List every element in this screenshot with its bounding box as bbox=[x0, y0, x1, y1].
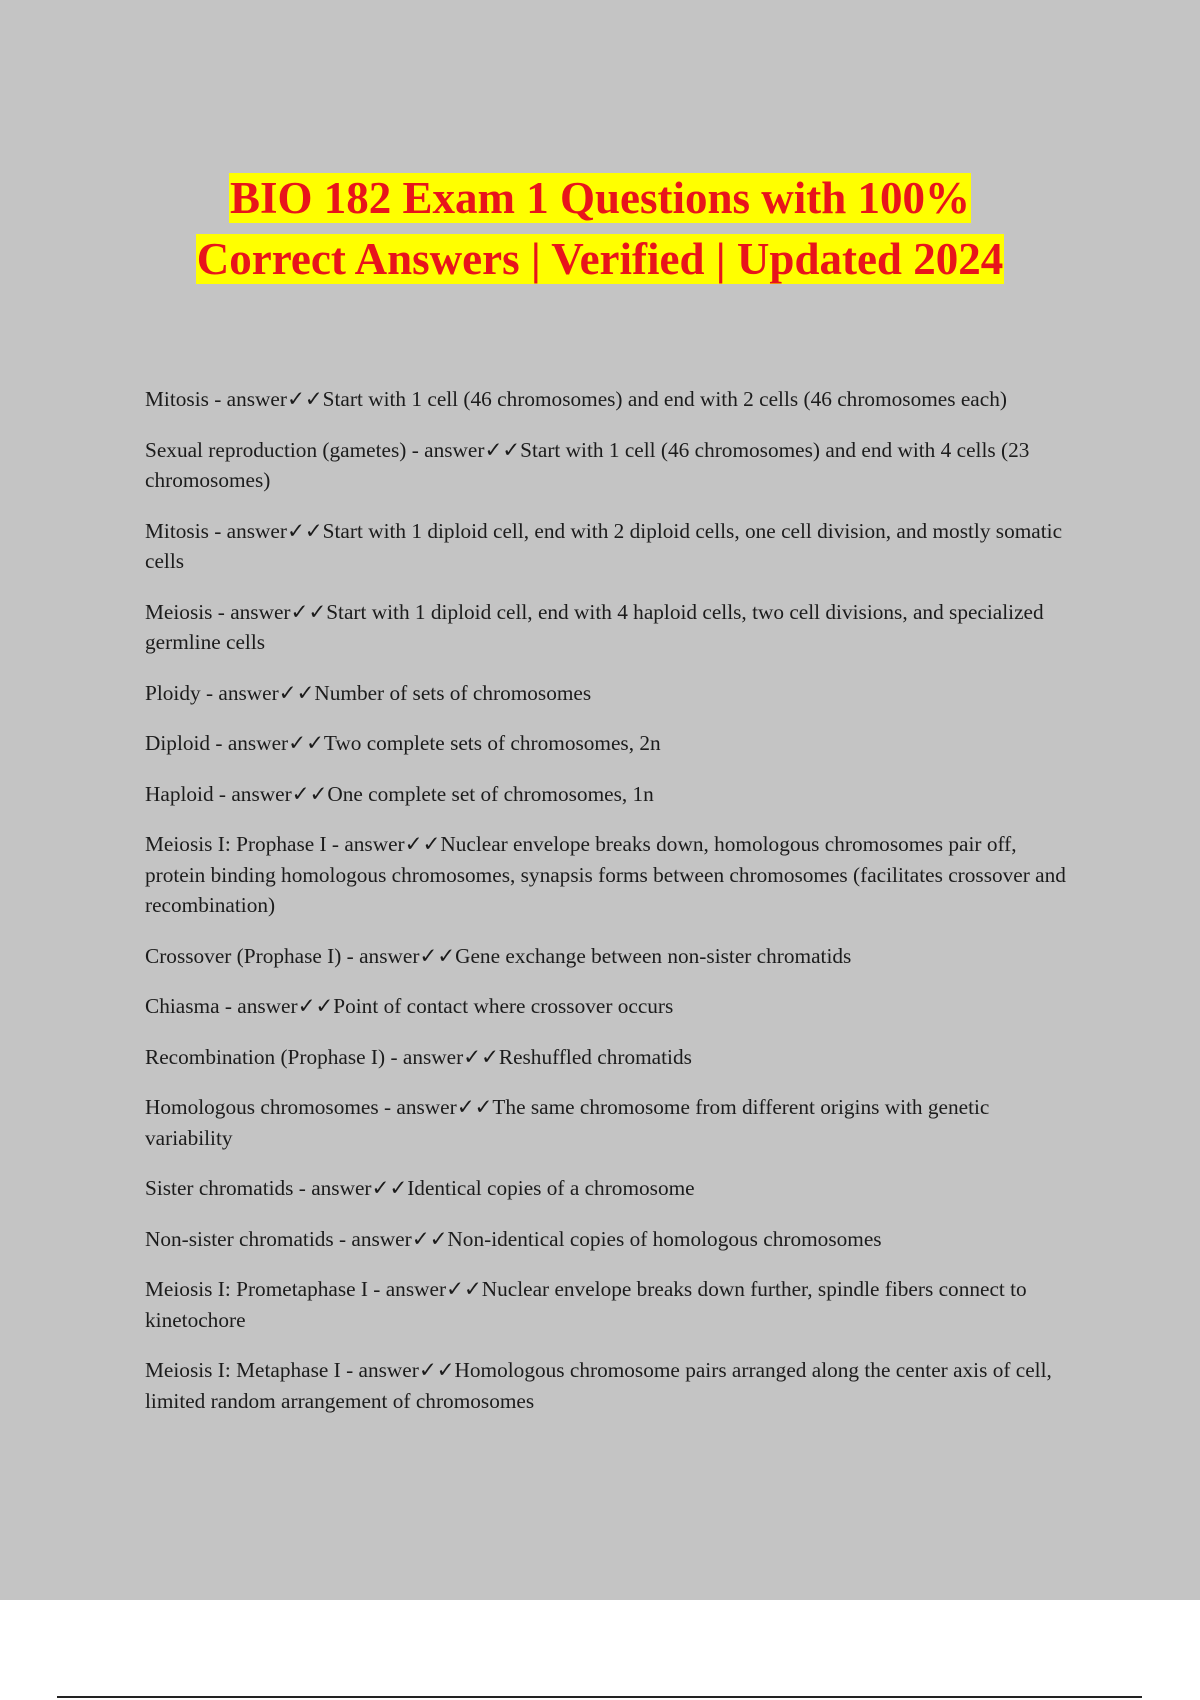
document-title bbox=[0, 168, 1200, 290]
qa-list bbox=[145, 384, 1075, 1436]
title-line-1: BIO 182 Exam 1 Questions with 100% bbox=[229, 173, 971, 223]
qa-item: Meiosis I: Metaphase I - answer✓✓Homologous chromosome pairs arranged along the center axis of cell, limited random arrangement of chromosomes bbox=[145, 1358, 1052, 1413]
qa-item: Meiosis I: Prometaphase I - answer✓✓Nuclear envelope breaks down further, spindle fibers connect to kinetochore bbox=[145, 1277, 1027, 1332]
qa-item: Homologous chromosomes - answer✓✓The same chromosome from different origins with genetic variability bbox=[145, 1095, 990, 1150]
qa-item: Mitosis - answer✓✓Start with 1 diploid cell, end with 2 diploid cells, one cell division, and mostly somatic cells bbox=[145, 518, 1063, 573]
qa-item: Sexual reproduction (gametes) - answer✓✓Start with 1 cell (46 chromosomes) and end with 4 cells (23 chromosomes) bbox=[145, 437, 1030, 492]
qa-item: Diploid - answer✓✓Two complete sets of chromosomes, 2n bbox=[145, 731, 661, 755]
qa-item: Meiosis - answer✓✓Start with 1 diploid cell, end with 4 haploid cells, two cell divisions, and specialized germline cells bbox=[145, 599, 1044, 654]
qa-item: Recombination (Prophase I) - answer✓✓Reshuffled chromatids bbox=[145, 1044, 692, 1069]
qa-item: Meiosis I: Prophase I - answer✓✓Nuclear envelope breaks down, homologous chromosomes pair off, protein binding homologous chromosomes, synapsis forms between chromosomes (facilitates crossover and recombination) bbox=[145, 832, 1066, 917]
qa-item: Haploid - answer✓✓One complete set of chromosomes, 1n bbox=[145, 781, 654, 806]
qa-item: Ploidy - answer✓✓Number of sets of chromosomes bbox=[145, 680, 592, 705]
footer-divider bbox=[57, 1696, 1142, 1698]
qa-item: Non-sister chromatids - answer✓✓Non-identical copies of homologous chromosomes bbox=[145, 1226, 882, 1251]
title-line-2: Correct Answers | Verified | Updated 2024 bbox=[196, 234, 1004, 284]
qa-item: Chiasma - answer✓✓Point of contact where crossover occurs bbox=[145, 994, 674, 1018]
qa-item: Sister chromatids - answer✓✓Identical copies of a chromosome bbox=[145, 1176, 695, 1200]
qa-item: Crossover (Prophase I) - answer✓✓Gene exchange between non-sister chromatids bbox=[145, 943, 852, 968]
qa-item: Mitosis - answer✓✓Start with 1 cell (46 chromosomes) and end with 2 cells (46 chromosomes each) bbox=[145, 387, 1007, 411]
